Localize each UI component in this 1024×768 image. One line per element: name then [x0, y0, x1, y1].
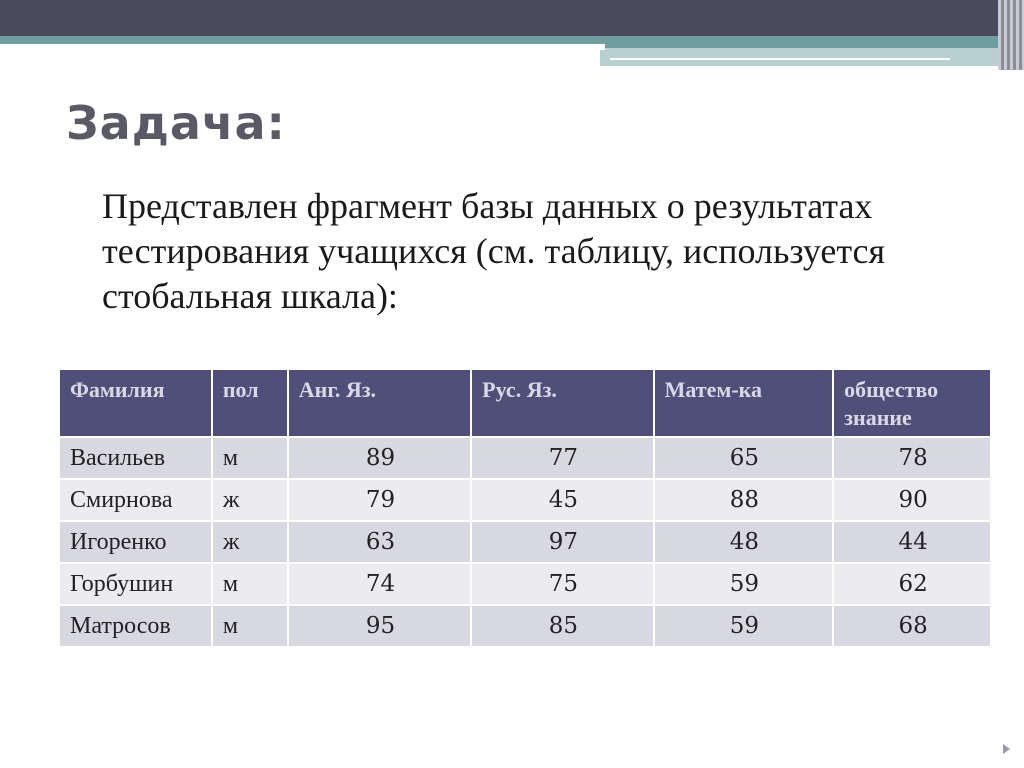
cell-social-studies: 68	[833, 605, 991, 647]
cell-surname: Матросов	[59, 605, 212, 647]
table-row	[59, 437, 991, 479]
header-english: Анг. Яз.	[288, 369, 471, 437]
cell-social-studies: 62	[833, 563, 991, 605]
cell-gender: м	[212, 605, 288, 647]
cell-english: 89	[288, 437, 471, 479]
cell-surname: Горбушин	[59, 563, 212, 605]
cell-english: 79	[288, 479, 471, 521]
cell-gender: м	[212, 563, 288, 605]
cell-surname: Васильев	[59, 437, 212, 479]
teal-band-accent	[600, 48, 1024, 66]
cell-social-studies: 44	[833, 521, 991, 563]
cell-math: 88	[654, 479, 834, 521]
cell-english: 95	[288, 605, 471, 647]
cell-social-studies: 90	[833, 479, 991, 521]
cell-gender: ж	[212, 521, 288, 563]
cell-russian: 75	[471, 563, 653, 605]
corner-stripes	[998, 0, 1024, 70]
cell-gender: ж	[212, 479, 288, 521]
table-header-row	[59, 369, 991, 437]
cell-math: 65	[654, 437, 834, 479]
cell-russian: 85	[471, 605, 653, 647]
top-banner	[0, 0, 1024, 36]
cell-gender: м	[212, 437, 288, 479]
cell-surname: Смирнова	[59, 479, 212, 521]
table-row	[59, 563, 991, 605]
cell-english: 63	[288, 521, 471, 563]
cell-math: 59	[654, 605, 834, 647]
results-table	[58, 368, 992, 648]
table-row	[59, 521, 991, 563]
task-description: Представлен фрагмент базы данных о результатах тестирования учащихся (см. таблицу, используется стобальная шкала):	[102, 186, 886, 316]
next-slide-arrow-icon[interactable]	[1003, 744, 1010, 754]
cell-math: 59	[654, 563, 834, 605]
cell-math: 48	[654, 521, 834, 563]
cell-russian: 77	[471, 437, 653, 479]
cell-russian: 45	[471, 479, 653, 521]
header-russian: Рус. Яз.	[471, 369, 653, 437]
slide-title: Задача:	[66, 96, 286, 150]
cell-surname: Игоренко	[59, 521, 212, 563]
header-surname: Фамилия	[59, 369, 212, 437]
banner-notch	[0, 44, 605, 50]
header-social-studies: общество знание	[833, 369, 991, 437]
header-gender: пол	[212, 369, 288, 437]
cell-russian: 97	[471, 521, 653, 563]
header-math: Матем-ка	[654, 369, 834, 437]
banner-line	[610, 58, 950, 60]
table-row	[59, 479, 991, 521]
cell-english: 74	[288, 563, 471, 605]
table-row	[59, 605, 991, 647]
cell-social-studies: 78	[833, 437, 991, 479]
